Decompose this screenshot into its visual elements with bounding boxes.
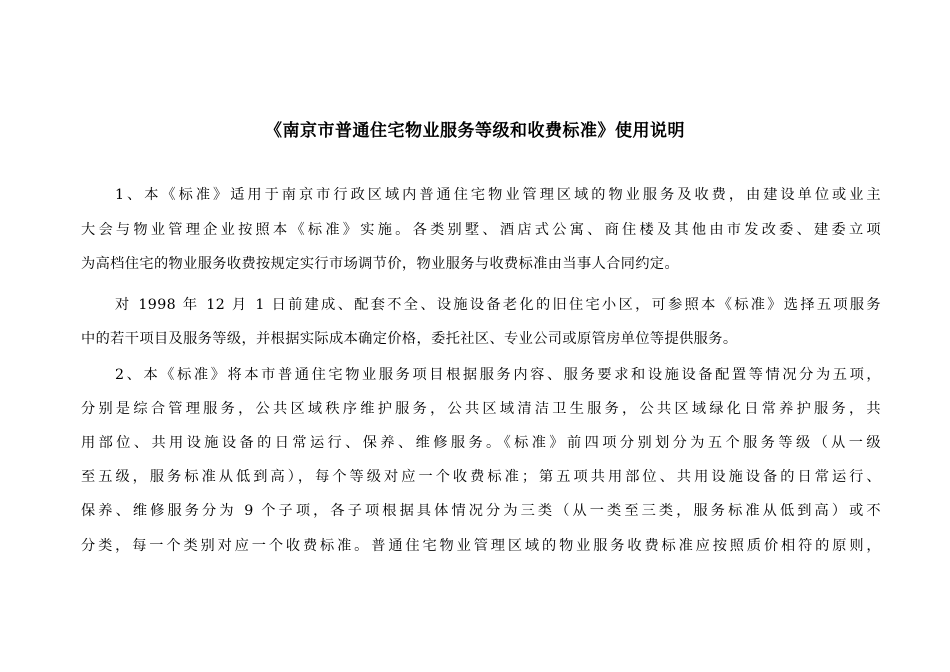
paragraph-3-line-2: 分别是综合管理服务，公共区域秩序维护服务，公共区域清洁卫生服务，公共区域绿化日常养护服务，共	[81, 401, 881, 417]
paragraph-3-line-3: 用部位、共用设施设备的日常运行、保养、维修服务。《标准》前四项分别划分为五个服务等级（从一级	[81, 435, 881, 451]
paragraph-1-line-3: 为高档住宅的物业服务收费按规定实行市场调节价，物业服务与收费标准由当事人合同约定。	[81, 256, 680, 272]
paragraph-3-line-4: 至五级，服务标准从低到高），每个等级对应一个收费标准；第五项共用部位、共用设施设备的日常运行、	[81, 469, 881, 485]
document-title: 《南京市普通住宅物业服务等级和收费标准》使用说明	[265, 121, 685, 141]
paragraph-2-line-2: 中的若干项目及服务等级，并根据实际成本确定价格，委托社区、专业公司或原管房单位等提供服务。	[81, 331, 738, 347]
paragraph-1-line-2: 大会与物业管理企业按照本《标准》实施。各类别墅、酒店式公寓、商住楼及其他由市发改委、建委立项	[81, 222, 881, 238]
paragraph-2-line-1: 对 1998 年 12 月 1 日前建成、配套不全、设施设备老化的旧住宅小区，可参照本《标准》选择五项服务	[115, 297, 881, 313]
paragraph-3-line-5: 保养、维修服务分为 9 个子项，各子项根据具体情况分为三类（从一类至三类，服务标准从低到高）或不	[81, 503, 881, 519]
paragraph-3-line-1: 2、本《标准》将本市普通住宅物业服务项目根据服务内容、服务要求和设施设备配置等情况分为五项，	[115, 367, 881, 383]
paragraph-3-line-6: 分类，每一个类别对应一个收费标准。普通住宅物业管理区域的物业服务收费标准应按照质价相符的原则，	[81, 538, 881, 554]
paragraph-1-line-1: 1、本《标准》适用于南京市行政区域内普通住宅物业管理区域的物业服务及收费，由建设单位或业主	[115, 187, 881, 203]
